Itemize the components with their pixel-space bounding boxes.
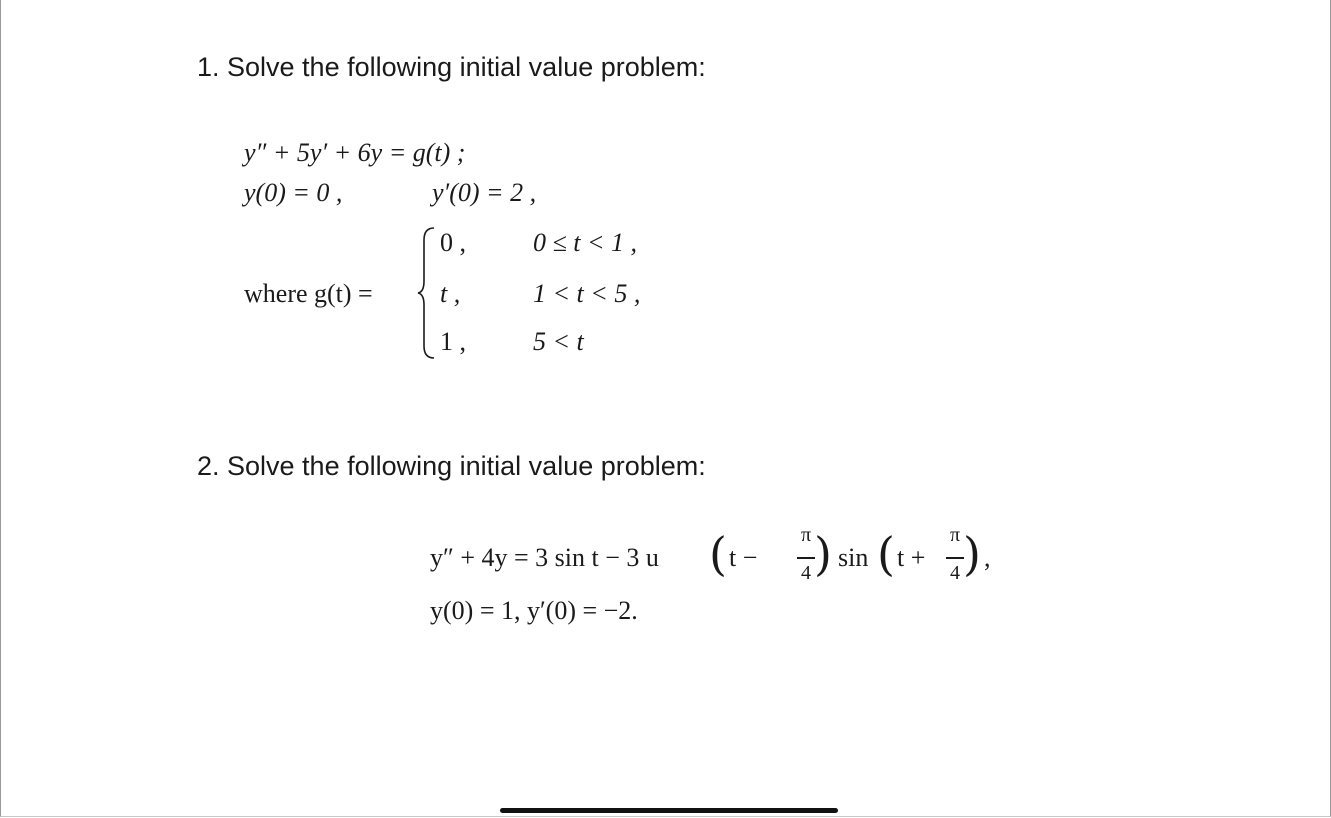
problem-2-heading: 2. Solve the following initial value problem: [197, 451, 706, 481]
fraction-2-numerator: π [949, 524, 961, 546]
case-1-value: 0 , [440, 228, 466, 257]
home-indicator-bar[interactable] [500, 808, 838, 813]
piecewise-label [244, 279, 373, 309]
eq-t-plus: t + [897, 543, 926, 572]
fraction-1-bar [797, 557, 815, 559]
fraction-2-bar [946, 557, 964, 559]
right-paren-2: ) [963, 527, 981, 581]
piecewise-brace-icon [416, 226, 438, 360]
case-1-condition: 0 ≤ t < 1 , [533, 228, 638, 257]
where-g-label: where g(t) = [244, 279, 373, 308]
right-paren-1: ) [814, 527, 832, 581]
problem-2-equation-part1: y″ + 4y = 3 sin t − 3 u [430, 543, 659, 572]
case-3-condition: 5 < t [533, 327, 584, 356]
fraction-2-denominator: 4 [950, 562, 960, 584]
case-3-value: 1 , [440, 327, 466, 356]
eq-sin: sin [838, 543, 869, 572]
problem-1-initial-condition-y: y(0) = 0 , [244, 178, 343, 207]
eq-t-minus: t − [729, 543, 758, 572]
case-2-condition: 1 < t < 5 , [533, 279, 641, 308]
fraction-1-denominator: 4 [801, 562, 811, 584]
fraction-1-numerator: π [800, 524, 812, 546]
problem-2-initial-conditions: y(0) = 1, y′(0) = −2. [430, 596, 638, 625]
case-2-value: t , [440, 279, 461, 308]
left-paren-2: ( [877, 527, 895, 581]
problem-1-equation: y″ + 5y′ + 6y = g(t) ; [244, 138, 466, 167]
left-paren-1: ( [709, 527, 727, 581]
problem-1-initial-condition-yprime: y′(0) = 2 , [432, 178, 537, 207]
problem-1-heading: 1. Solve the following initial value problem: [197, 52, 706, 82]
eq-trailing-comma: , [984, 543, 991, 572]
